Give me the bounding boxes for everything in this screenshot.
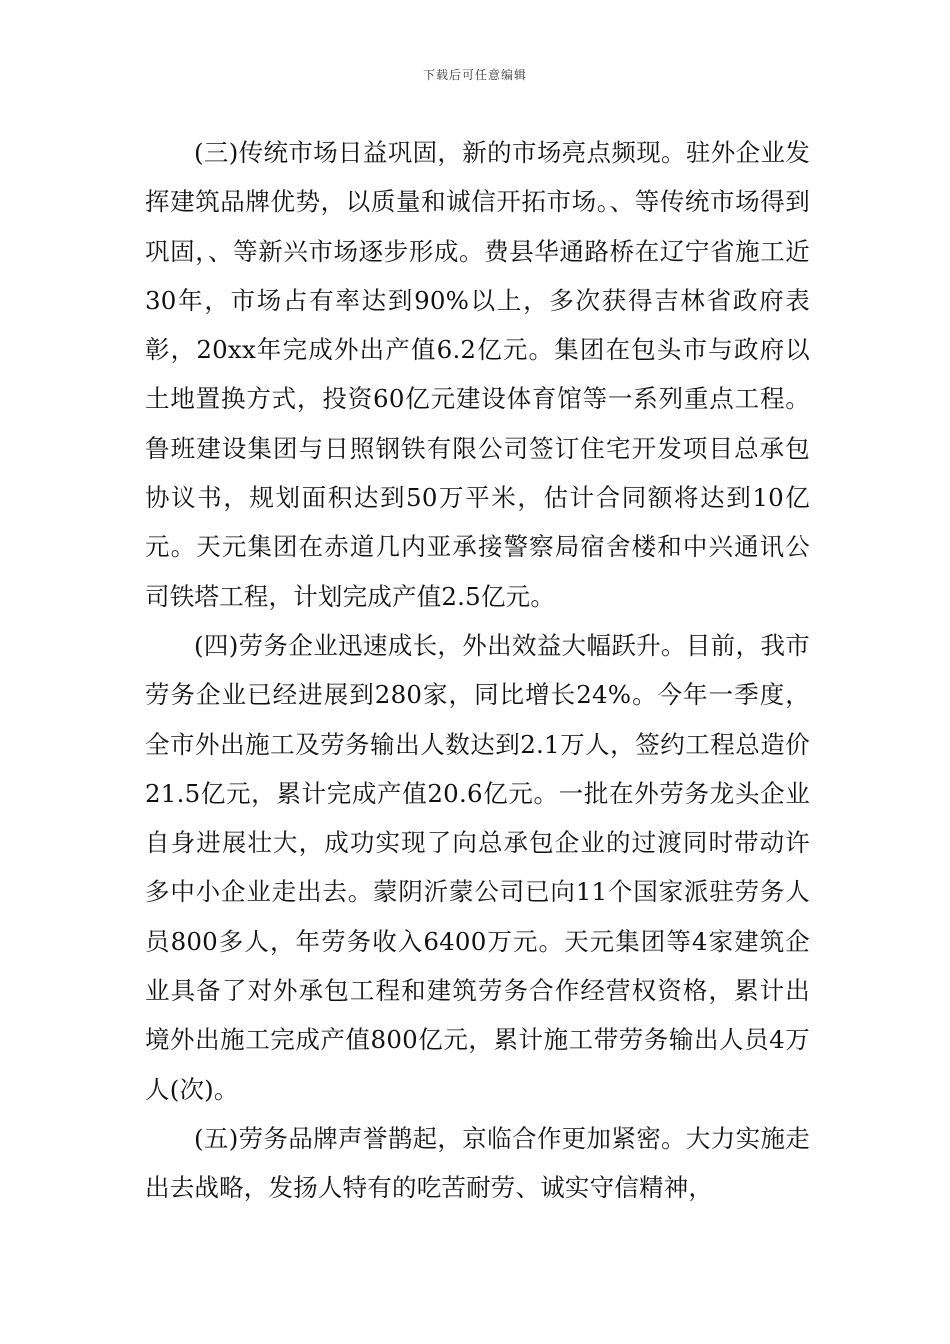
paragraph-market: (三)传统市场日益巩固，新的市场亮点频现。驻外企业发挥建筑品牌优势，以质量和诚信开拓市场。、等传统市场得到巩固，、等新兴市场逐步形成。费县华通路桥在辽宁省施工近30年，市场占有率达到90%以上，多次获得吉林省政府表彰，20xx年完成外出产值6.2亿元。集团在包头市与政府以土地置换方式，投资60亿元建设体育馆等一系列重点工程。鲁班建设集团与日照钢铁有限公司签订住宅开发项目总承包协议书，规划面积达到50万平米，估计合同额将达到10亿元。天元集团在赤道几内亚承接警察局宿舍楼和中兴通讯公司铁塔工程，计划完成产值2.5亿元。 <box>145 138 810 611</box>
document-body <box>145 128 810 1213</box>
header-note: 下载后可任意编辑 <box>422 68 527 82</box>
paragraph-labor-enterprises: (四)劳务企业迅速成长，外出效益大幅跃升。目前，我市劳务企业已经进展到280家，同比增长24%。今年一季度，全市外出施工及劳务输出人数达到2.1万人，签约工程总造价21.5亿元，累计完成产值20.6亿元。一批在外劳务龙头企业自身进展壮大，成功实现了向总承包企业的过渡同时带动许多中小企业走出去。蒙阴沂蒙公司已向11个国家派驻劳务人员800多人，年劳务收入6400万元。天元集团等4家建筑企业具备了对外承包工程和建筑劳务合作经营权资格，累计出境外出施工完成产值800亿元，累计施工带劳务输出人员4万人(次)。 <box>145 630 810 1104</box>
paragraph-labor-brand: (五)劳务品牌声誉鹊起，京临合作更加紧密。大力实施走出去战略，发扬人特有的吃苦耐劳、诚实守信精神， <box>145 1123 810 1203</box>
